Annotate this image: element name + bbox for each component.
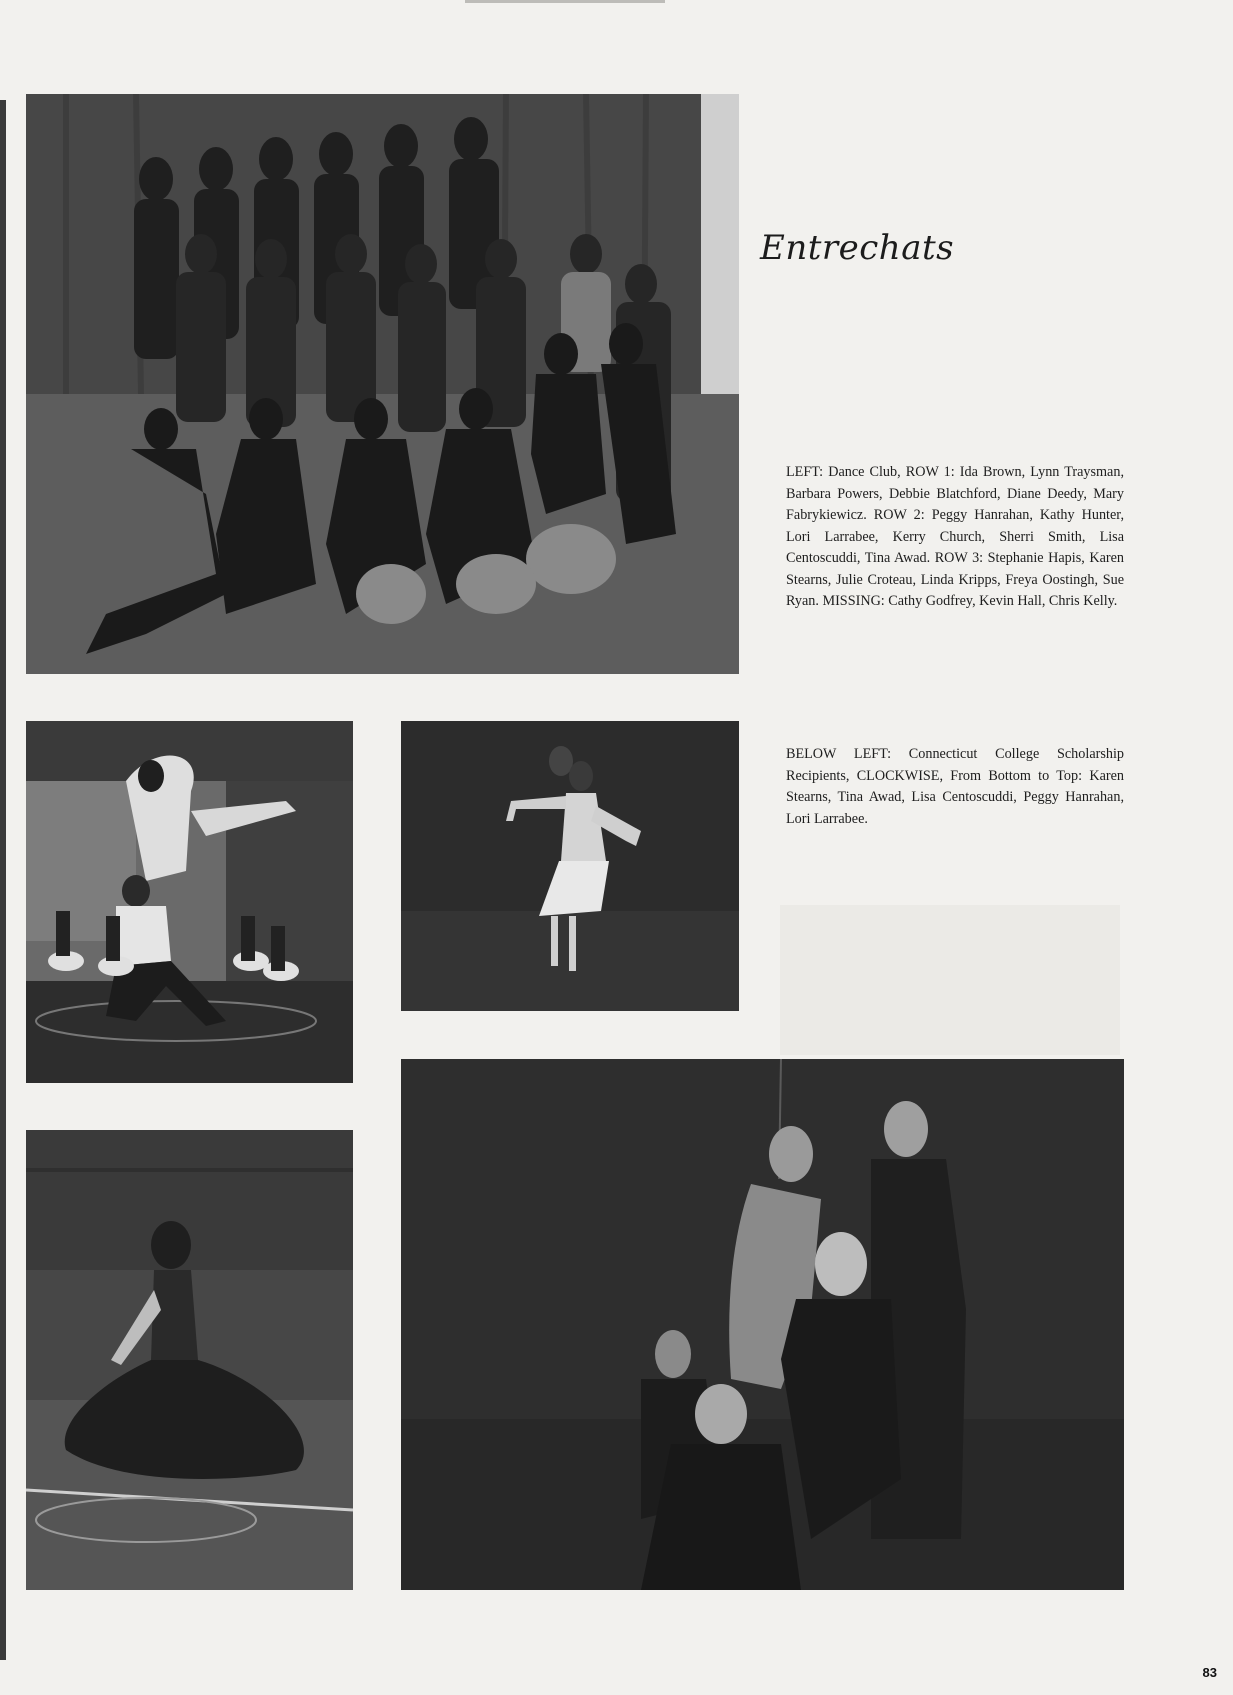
show-through-shadow: [780, 905, 1120, 1055]
dance-club-group-photo: [26, 94, 739, 674]
solo-dancer-photo: [401, 721, 739, 1011]
binding-shadow: [0, 100, 6, 1660]
top-edge-mark: [465, 0, 665, 3]
dance-lift-photo: [26, 721, 353, 1083]
scholarship-recipients-photo: [401, 1059, 1124, 1590]
dance-club-caption: LEFT: Dance Club, ROW 1: Ida Brown, Lynn Traysman, Barbara Powers, Debbie Blatchford, Diane Deedy, Mary Fabrykiewicz. ROW 2: Peggy Hanrahan, Kathy Hunter, Lori Larrabee, Kerry Church, Sherri Smith, Lisa Centoscuddi, Tina Awad. ROW 3: Stephanie Hapis, Karen Stearns, Julie Croteau, Linda Kripps, Freya Oostingh, Sue Ryan. MISSING: Cathy Godfrey, Kevin Hall, Chris Kelly.: [786, 464, 1124, 609]
page-title: Entrechats: [760, 228, 955, 268]
page-number: 83: [1202, 1665, 1217, 1680]
scholarship-caption: BELOW LEFT: Connecticut College Scholarship Recipients, CLOCKWISE, From Bottom to Top: Karen Stearns, Tina Awad, Lisa Centoscuddi, Peggy Hanrahan, Lori Larrabee.: [786, 746, 1124, 827]
skirt-dancer-photo: [26, 1130, 353, 1590]
